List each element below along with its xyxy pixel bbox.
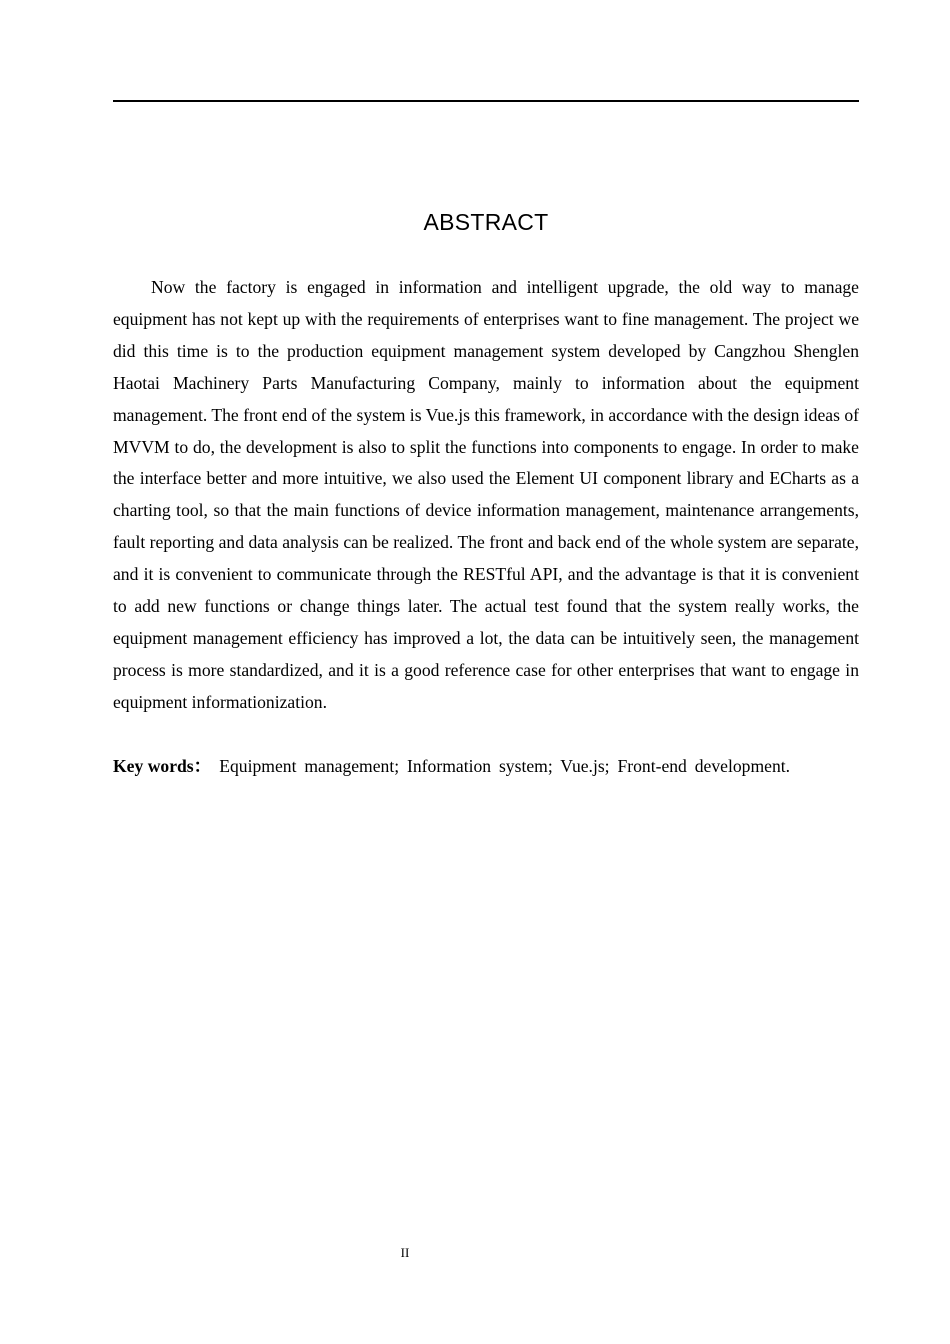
keywords-label: Key words — [113, 756, 194, 776]
page-number: II — [400, 1245, 410, 1260]
abstract-paragraph: Now the factory is engaged in information and intelligent upgrade, the old way to manage equipment has not kept up with the requirements of enterprises want to fine management. The project we did this time is to the production equipment management system developed by Cangzhou Shenglen Haotai Machinery Parts Manufacturing Company, mainly to information about the equipment management. The front end of the system is Vue.js this framework, in accordance with the design ideas of MVVM to do, the development is also to split the functions into components to engage. In order to make the interface better and more intuitive, we also used the Element UI component library and ECharts as a charting tool, so that the main functions of device information management, maintenance arrangements, fault reporting and data analysis can be realized. The front and back end of the whole system are separate, and it is convenient to communicate through the RESTful API, and the advantage is that it is convenient to add new functions or change things later. The actual test found that the system really works, the equipment management efficiency has improved a lot, the data can be intuitively seen, the management process is more standardized, and it is a good reference case for other enterprises that want to engage in equipment informationization. — [113, 277, 859, 712]
keywords-text: Equipment management; Information system; Vue.js; Front-end development. — [219, 756, 791, 776]
keywords-separator: ： — [193, 756, 212, 776]
abstract-title: ABSTRACT — [423, 209, 549, 235]
header-rule — [113, 100, 859, 102]
keywords-line — [113, 751, 873, 783]
